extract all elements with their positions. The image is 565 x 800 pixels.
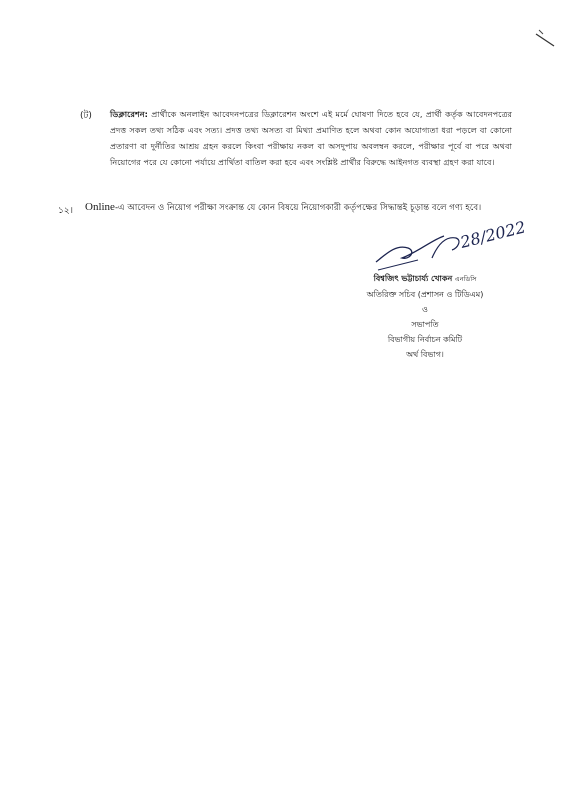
clause-declaration: [110, 106, 512, 170]
committee-name: বিভাগীয় নির্বাচন কমিটি: [387, 335, 463, 344]
item-text: -এ আবেদন ও নিয়োগ পরীক্ষা সংক্রান্ত যে কোন বিষয়ে নিয়োগকারী কর্তৃপক্ষের সিদ্ধান্তই চূড়ান্ত বলে গণ্য হবে।: [114, 203, 482, 213]
item-latin-word: Online: [85, 201, 115, 213]
item-12: [85, 201, 505, 215]
item-number: ১২।: [58, 206, 73, 216]
clause-heading: ডিক্লারেশন:: [110, 109, 148, 119]
clause-label: (ট): [80, 111, 92, 121]
signatory-suffix: এনডিসি: [454, 275, 477, 283]
signatory-designation: অতিরিক্ত সচিব (প্রশাসন ও টিডিএম): [366, 290, 484, 299]
signatory-name: বিশ্বজিৎ ভট্টাচার্য্য খোকন: [373, 274, 453, 283]
signature-block: [340, 271, 510, 362]
clause-text: প্রার্থীকে অনলাইন আবেদনপত্রের ডিক্লারেশন অংশে এই মর্মে ঘোষণা দিতে হবে যে, প্রার্থী কর্তৃক আবেদনপত্রের প্রদত্ত সকল তথ্য সঠিক এবং সত্য। প্রদত্ত তথ্য অসত্য বা মিথ্যা প্রমাণিত হলে অথবা কোন অযোগ্যতা ধরা পড়লে বা কোনো প্রতারণা বা দুর্নীতির আশ্রয় গ্রহন করলে কিংবা পরীক্ষায় নকল বা অসদুপায় অবলম্বন করলে, পরীক্ষার পূর্বে বা পরে অথবা নিয়োগের পরে যে কোনো পর্যায়ে প্রার্থিতা বাতিল করা হবে এবং সংশ্লিষ্ট প্রার্থীর বিরুদ্ধে আইনগত ব্যবস্থা গ্রহণ করা যাবে।: [110, 109, 512, 167]
scan-corner-mark: [534, 28, 558, 50]
signatory-line: [340, 271, 510, 287]
signatory-role: সভাপতি: [411, 320, 439, 329]
conjunction: ও: [422, 305, 428, 314]
department-name: অর্থ বিভাগ।: [406, 350, 444, 359]
handwritten-date: 28/2022: [458, 217, 528, 252]
